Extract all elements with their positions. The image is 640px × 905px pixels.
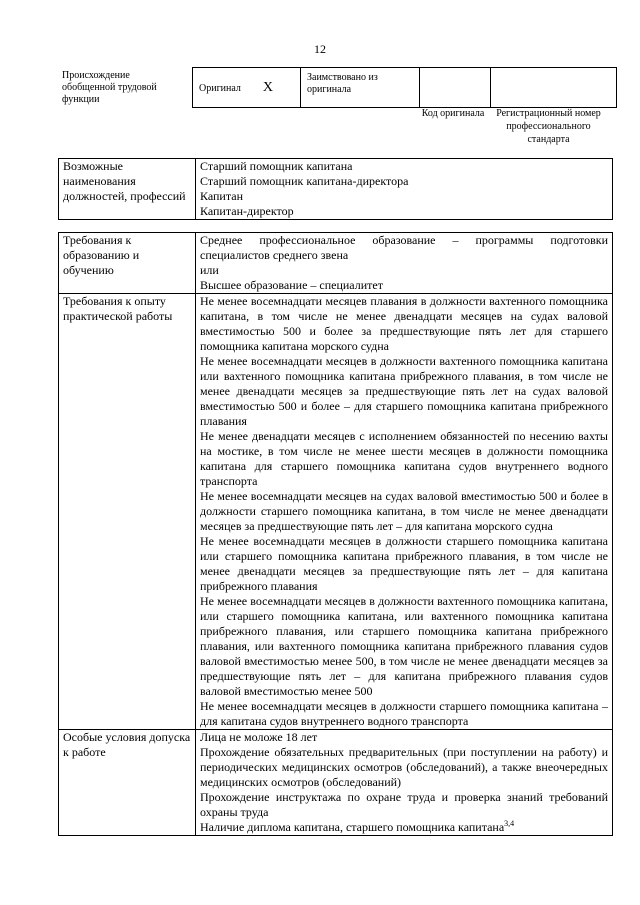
job-titles-table [58, 158, 613, 220]
job-titles-list [196, 159, 613, 220]
job-title: Капитан-директор [200, 204, 294, 218]
origin-reg-number-cell [491, 68, 617, 108]
experience-row [59, 294, 613, 730]
education-label: Требования к образованию и обучению [59, 233, 196, 294]
job-title: Капитан [200, 189, 243, 203]
experience-item: Не менее восемнадцати месяцев в должности старшего помощника капитана – для капитана судов внутреннего водного транспорта [200, 699, 608, 728]
job-title: Старший помощник капитана [200, 159, 353, 173]
origin-label: Происхождение обобщенной трудовой функции [62, 70, 157, 105]
experience-item: Не менее восемнадцати месяцев на судах валовой вместимостью 500 и более в должности старшего помощника капитана, в том числе не менее двенадцати месяцев за предшествующие пять лет – для капитана морского судна [200, 489, 608, 533]
experience-item: Не менее двенадцати месяцев с исполнением обязанностей по несению вахты на мостике, в том числе не менее шести месяцев в должности помощника капитана для старшего помощника капитана судов внутреннего водного транспорта [200, 429, 608, 488]
education-item: Высшее образование – специалитет [200, 278, 383, 292]
footnote-ref: 3,4 [504, 819, 515, 828]
admission-row [59, 730, 613, 836]
experience-item: Не менее восемнадцати месяцев в должности вахтенного помощника капитана или вахтенного помощника капитана прибрежного плавания, в том числе не менее двенадцати месяцев за предшествующие пять лет на судах валовой вместимостью 500 и более – для старшего помощника капитана прибрежного плавания [200, 354, 608, 428]
admission-item: Прохождение инструктажа по охране труда и проверка знаний требований охраны труда [200, 790, 608, 819]
experience-value [196, 294, 613, 730]
education-item: Среднее профессиональное образование – программы подготовки специалистов среднего звена [200, 233, 608, 262]
origin-original-cell [193, 68, 301, 108]
origin-original-label: Оригинал [199, 82, 241, 94]
education-value [196, 233, 613, 294]
admission-item [200, 820, 608, 835]
admission-value [196, 730, 613, 836]
origin-code-cell [420, 68, 491, 108]
page-number: 12 [314, 42, 326, 56]
origin-borrowed-cell: Заимствовано из оригинала [301, 68, 420, 108]
job-titles-label: Возможные наименования должностей, профессий [59, 159, 196, 220]
reg-number-caption: Регистрационный номер профессионального стандарта [496, 108, 601, 145]
education-item: или [200, 263, 219, 277]
experience-item: Не менее восемнадцати месяцев в должности старшего помощника капитана или старшего помощника капитана прибрежного плавания, в том числе не менее двенадцати месяцев за предшествующие пять лет – для капитана прибрежного плавания [200, 534, 608, 593]
education-row [59, 233, 613, 294]
admission-item: Лица не моложе 18 лет [200, 730, 318, 744]
experience-item: Не менее восемнадцати месяцев в должности вахтенного помощника капитана, или старшего помощника капитана, или вахтенного помощника капитана прибрежного плавания, или старшего помощника капитана прибрежного плавания, или вахтенного помощника капитана прибрежного плавания судов валовой вместимостью менее 500, в том числе не менее двенадцати месяцев за предшествующие пять лет – для капитана прибрежного плавания судов валовой вместимостью менее 500 [200, 594, 608, 698]
job-title: Старший помощник капитана-директора [200, 174, 409, 188]
code-caption: Код оригинала [421, 108, 485, 119]
origin-table [192, 67, 617, 108]
admission-item-text: Наличие диплома капитана, старшего помощника капитана [200, 820, 505, 834]
admission-label: Особые условия допуска к работе [59, 730, 196, 836]
requirements-table [58, 232, 613, 836]
origin-original-mark: X [262, 79, 274, 95]
admission-item: Прохождение обязательных предварительных (при поступлении на работу) и периодических медицинских осмотров (обследований), а также внеочередных медицинских осмотров (обследований) [200, 745, 608, 789]
experience-item: Не менее восемнадцати месяцев плавания в должности вахтенного помощника капитана, в том числе не менее двенадцати месяцев на судах валовой вместимостью 500 и более за предшествующие пять лет для старшего помощника капитана морского судна [200, 294, 608, 353]
experience-label: Требования к опыту практической работы [59, 294, 196, 730]
